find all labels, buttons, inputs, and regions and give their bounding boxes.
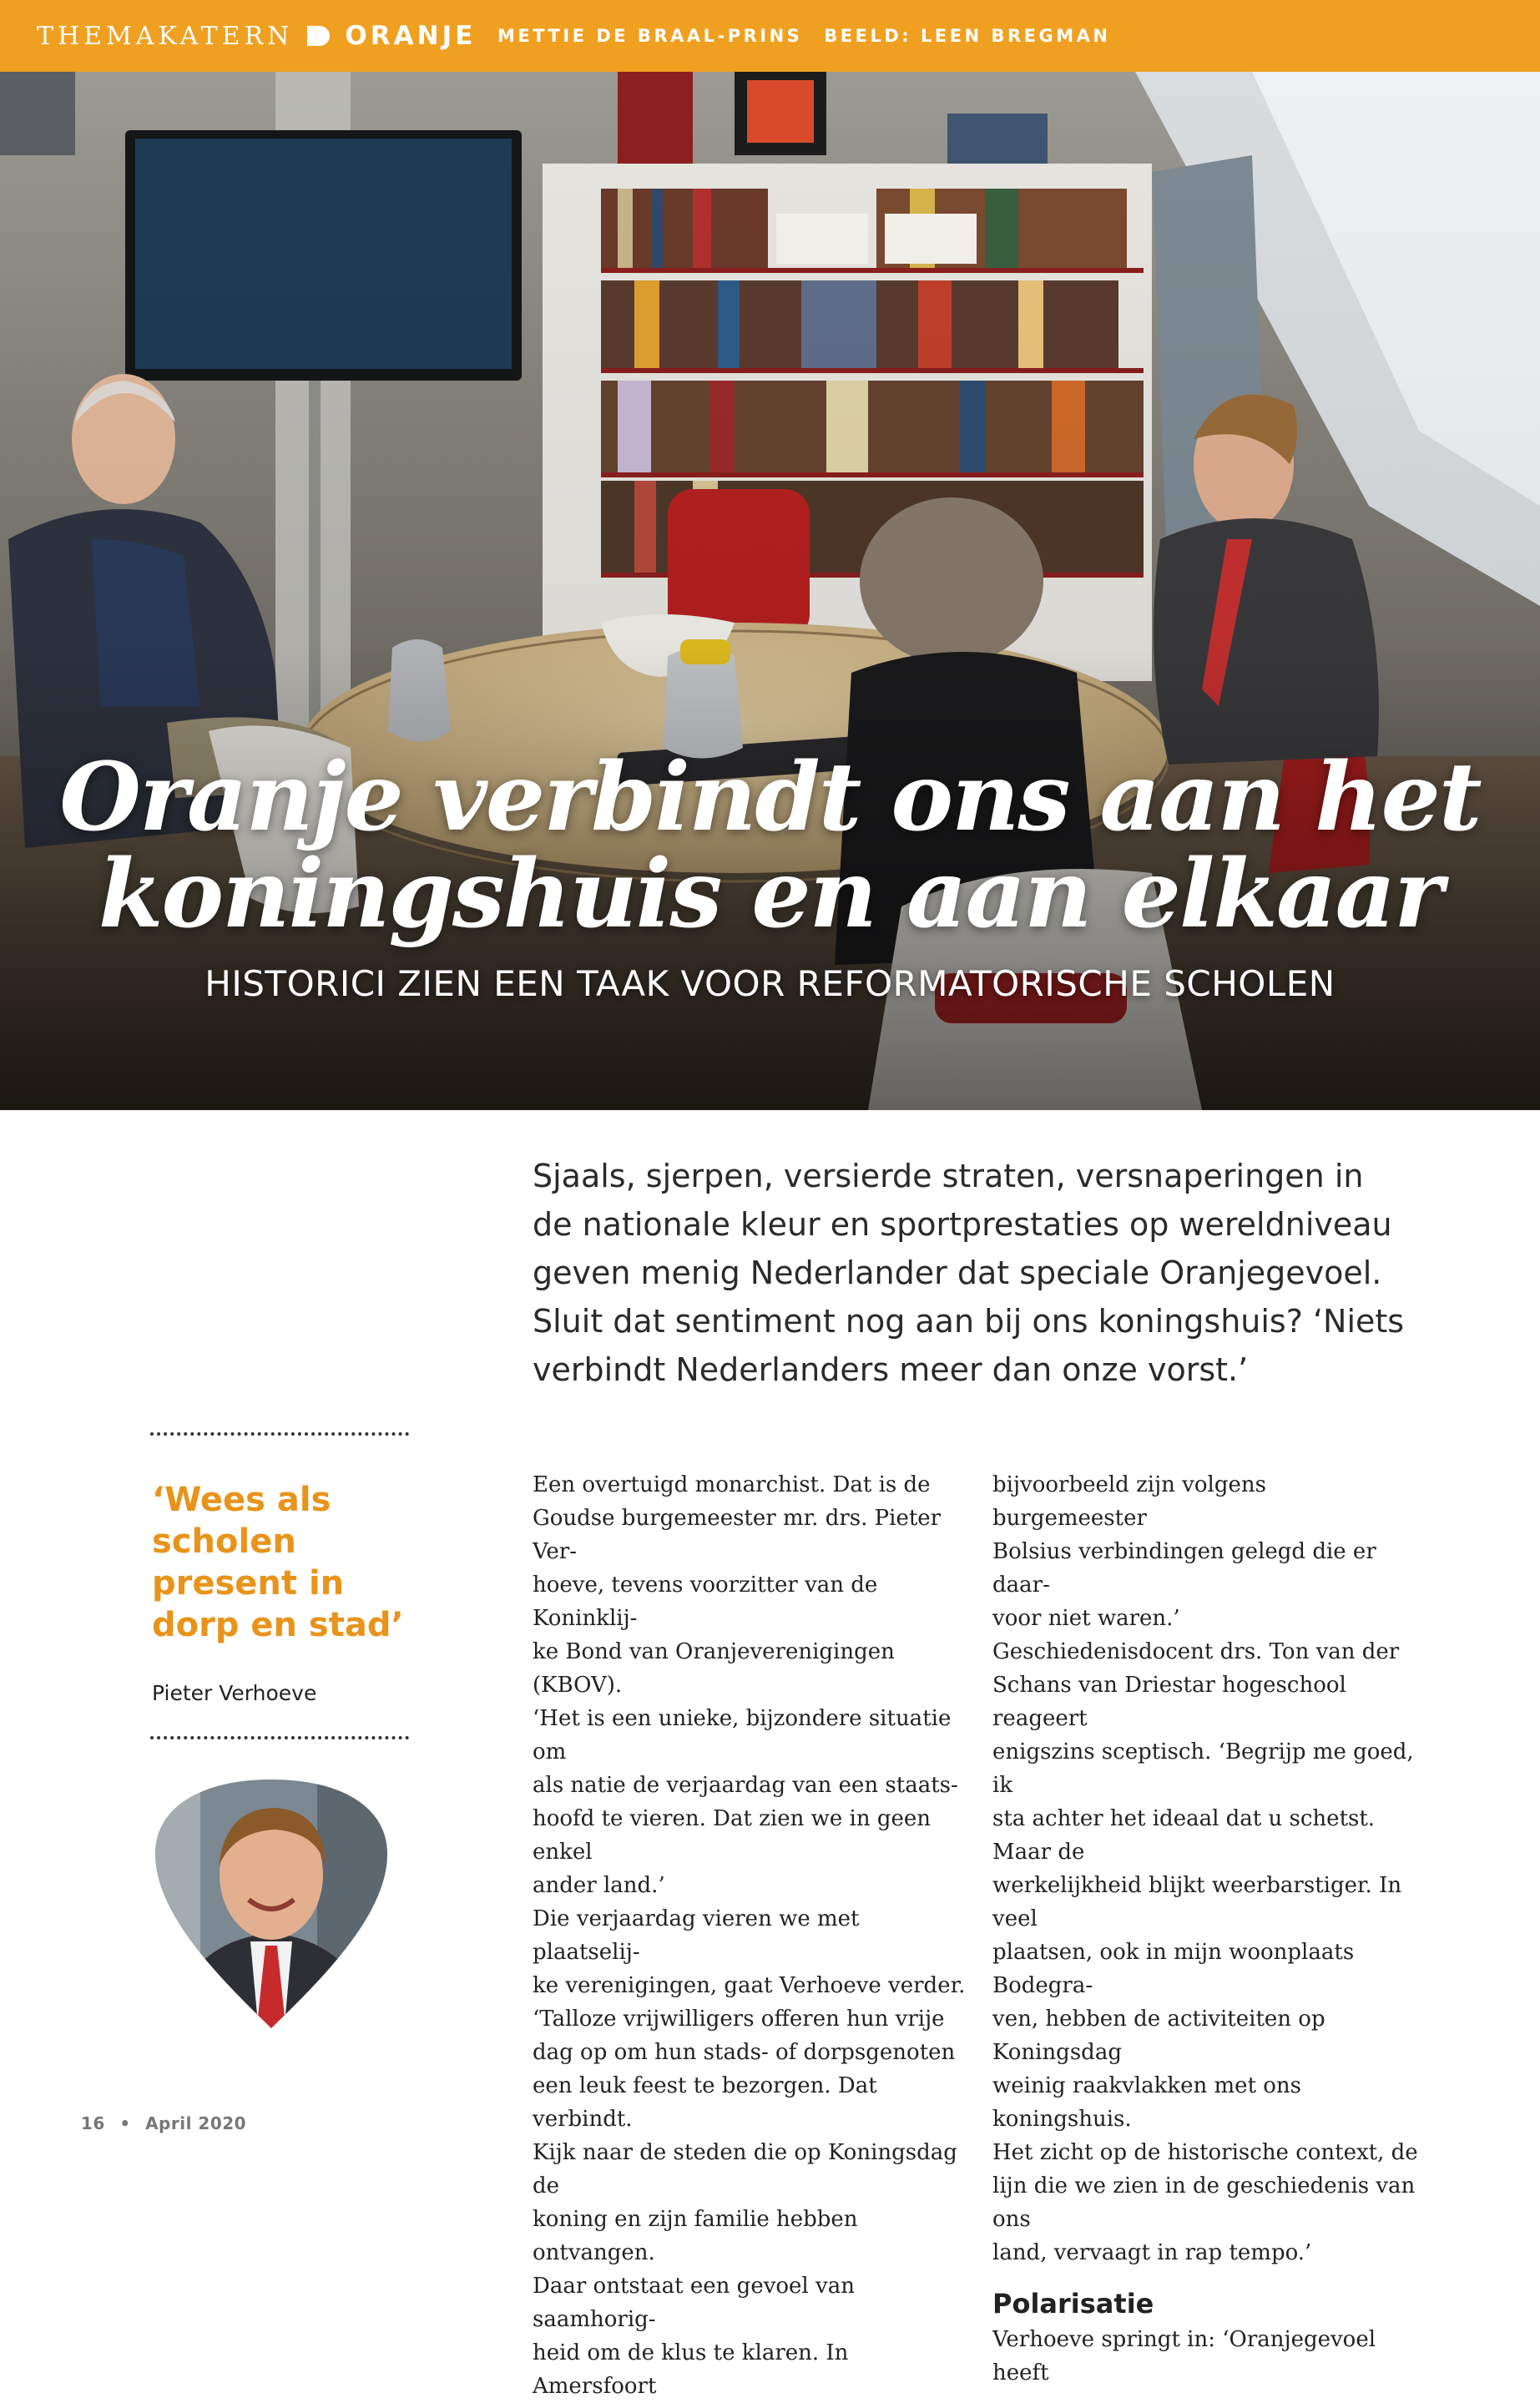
body-line: ke Bond van Oranjeverenigingen (KBOV).	[533, 1639, 895, 1698]
portrait-photo	[150, 1774, 392, 2037]
pull-quote-line: scholen	[152, 1522, 296, 1561]
section-heading: Polarisatie	[992, 2288, 1154, 2320]
body-line: sta achter het ideaal dat u schetst. Maar de	[992, 1806, 1376, 1865]
body-line: ke verenigingen, gaat Verhoeve verder.	[533, 1973, 966, 1998]
body-line: ander land.’	[533, 1873, 665, 1898]
body-line: Geschiedenisdocent drs. Ton van der	[992, 1639, 1400, 1664]
photo-credit: BEELD: LEEN BREGMAN	[824, 26, 1111, 46]
title-line-2: koningshuis en aan elkaar	[98, 840, 1442, 949]
hero-photo	[0, 72, 1540, 1110]
body-line: dag op om hun stads- of dorpsgenoten	[533, 2040, 956, 2065]
article-subtitle: HISTORICI ZIEN EEN TAAK VOOR REFORMATORISCHE SCHOLEN	[204, 963, 1336, 1004]
body-line: een leuk feest te bezorgen. Dat verbindt.	[533, 2073, 877, 2132]
pull-quote-author: Pieter Verhoeve	[152, 1681, 317, 1705]
body-column-1	[533, 1468, 967, 2403]
body-line: Kijk naar de steden die op Koningsdag de	[533, 2140, 957, 2199]
body-line: Verhoeve springt in: ‘Oranjegevoel heeft	[992, 2327, 1376, 2385]
page-number: 16	[81, 2113, 105, 2133]
intro-paragraph	[533, 1152, 1459, 1394]
body-line: heid om de klus te klaren. In Amersfoort	[533, 2340, 849, 2399]
header-bar	[0, 0, 1540, 72]
section-label-group	[37, 0, 476, 72]
intro-line: geven menig Nederlander dat speciale Oranjegevoel.	[533, 1255, 1382, 1291]
intro-line: verbindt Nederlanders meer dan onze vorst.’	[533, 1351, 1249, 1388]
body-line: voor niet waren.’	[992, 1606, 1180, 1631]
body-line: plaatsen, ook in mijn woonplaats Bodegra-	[992, 1940, 1355, 1998]
body-line: Een overtuigd monarchist. Dat is de	[533, 1472, 931, 1497]
pull-quote-line: ‘Wees als	[152, 1481, 331, 1519]
body-line: weinig raakvlakken met ons koningshuis.	[992, 2073, 1302, 2132]
body-line: werkelijkheid blijkt weerbarstiger. In veel	[992, 1873, 1402, 1931]
dotted-divider-top	[150, 1432, 409, 1436]
body-line: Schans van Driestar hogeschool reageert	[992, 1673, 1346, 1731]
body-line: ven, hebben de activiteiten op Koningsdag	[992, 2007, 1325, 2065]
footer-separator: •	[119, 2113, 131, 2133]
body-line: Die verjaardag vieren we met plaatselij-	[533, 1906, 860, 1965]
body-column-2	[992, 1468, 1426, 2390]
body-line: bijvoorbeeld zijn volgens burgemeester	[992, 1472, 1266, 1531]
body-line: hoeve, tevens voorzitter van de Koninklij-	[533, 1573, 878, 1631]
body-line: koning en zijn familie hebben ontvangen.	[533, 2207, 858, 2265]
body-line: enigszins sceptisch. ‘Begrijp me goed, ik	[992, 1739, 1414, 1798]
body-line: Goudse burgemeester mr. drs. Pieter Ver-	[533, 1506, 942, 1564]
body-line: lijn die we zien in de geschiedenis van ons	[992, 2173, 1416, 2232]
pull-quote-line: dorp en stad’	[152, 1606, 404, 1644]
author-credit: METTIE DE BRAAL-PRINS	[497, 26, 803, 46]
pull-quote	[152, 1479, 419, 1646]
article-title	[0, 743, 1540, 949]
body-line: Het zicht op de historische context, de	[992, 2140, 1418, 2165]
intro-line: Sjaals, sjerpen, versierde straten, versnaperingen in	[533, 1158, 1364, 1194]
intro-line: Sluit dat sentiment nog aan bij ons koningshuis? ‘Niets	[533, 1303, 1405, 1340]
section-topic: ORANJE	[345, 21, 477, 51]
intro-line: de nationale kleur en sportprestaties op wereldniveau	[533, 1206, 1392, 1243]
page-footer	[81, 2113, 246, 2133]
body-line: Bolsius verbindingen gelegd die er daar-	[992, 1539, 1376, 1598]
body-line: Daar ontstaat een gevoel van saamhorig-	[533, 2274, 855, 2332]
issue-date: April 2020	[145, 2113, 247, 2133]
pull-quote-line: present in	[152, 1564, 345, 1603]
body-line: hoofd te vieren. Dat zien we in geen enkel	[533, 1806, 932, 1865]
meeting-room-illustration	[0, 72, 1540, 1110]
credits	[497, 0, 1110, 72]
body-line: als natie de verjaardag van een staats-	[533, 1773, 958, 1798]
section-name: THEMAKATERN	[37, 21, 294, 51]
dotted-divider-bottom	[150, 1736, 409, 1739]
body-line: ‘Het is een unieke, bijzondere situatie om	[533, 1706, 952, 1764]
title-line-1: Oranje verbindt ons aan het	[59, 743, 1481, 852]
body-line: ‘Talloze vrijwilligers offeren hun vrije	[533, 2007, 945, 2032]
body-line: land, vervaagt in rap tempo.’	[992, 2240, 1312, 2265]
